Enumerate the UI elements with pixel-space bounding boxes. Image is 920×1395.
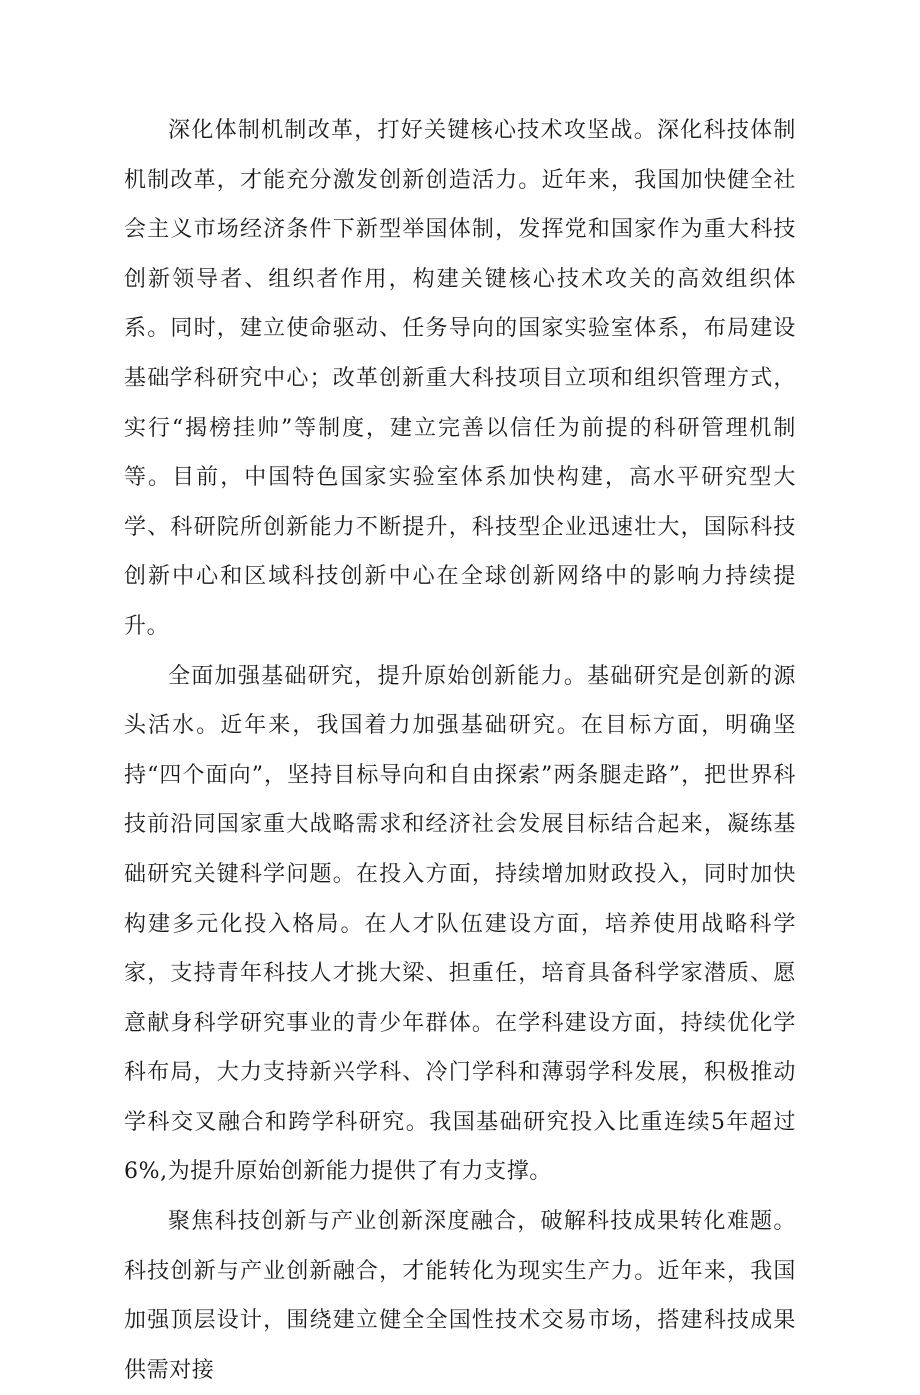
document-body <box>124 106 796 1395</box>
paragraph-basic-research: 全面加强基础研究，提升原始创新能力。基础研究是创新的源头活水。近年来，我国着力加强基础研究。在目标方面，明确坚持“四个面向”，坚持目标导向和自由探索”两条腿走路”，把世界科技前沿同国家重大战略需求和经济社会发展目标结合起来，凝练基础研究关键科学问题。在投入方面，持续增加财政投入，同时加快构建多元化投入格局。在人才队伍建设方面，培养使用战略科学家，支持青年科技人才挑大梁、担重任，培育具备科学家潜质、愿意献身科学研究事业的青少年群体。在学科建设方面，持续优化学科布局，大力支持新兴学科、冷门学科和薄弱学科发展，积极推动学科交叉融合和跨学科研究。我国基础研究投入比重连续5年超过6%,为提升原始创新能力提供了有力支撑。 <box>124 663 796 1185</box>
paragraph-industry-integration: 聚焦科技创新与产业创新深度融合，破解科技成果转化难题。科技创新与产业创新融合，才能转化为现实生产力。近年来，我国加强顶层设计，围绕建立健全全国性技术交易市场，搭建科技成果供需对接 <box>124 1209 796 1383</box>
paragraph-institutional-reform: 深化体制机制改革，打好关键核心技术攻坚战。深化科技体制机制改革，才能充分激发创新创造活力。近年来，我国加快健全社会主义市场经济条件下新型举国体制，发挥党和国家作为重大科技创新领导者、组织者作用，构建关键核心技术攻关的高效组织体系。同时，建立使命驱动、任务导向的国家实验室体系，布局建设基础学科研究中心；改革创新重大科技项目立项和组织管理方式，实行“揭榜挂帅”等制度，建立完善以信任为前提的科研管理机制等。目前，中国特色国家实验室体系加快构建，高水平研究型大学、科研院所创新能力不断提升，科技型企业迅速壮大，国际科技创新中心和区域科技创新中心在全球创新网络中的影响力持续提升。 <box>124 118 796 639</box>
